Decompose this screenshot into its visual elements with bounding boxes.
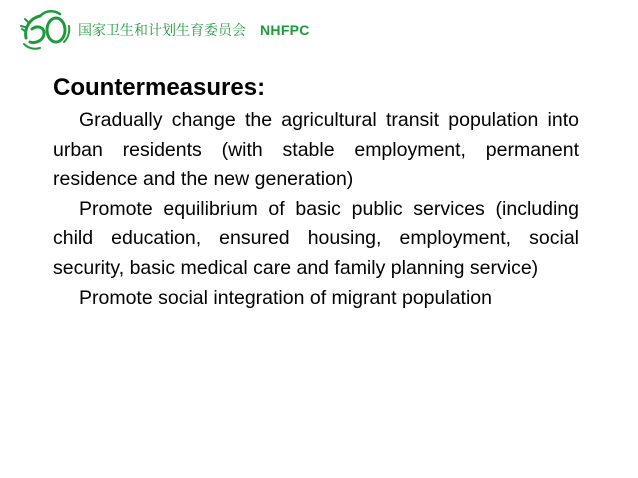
slide-header (20, 8, 310, 52)
countermeasure-paragraph-3: Promote social integration of migrant population (79, 286, 492, 309)
slide-heading: Countermeasures: (53, 74, 266, 101)
organization-name: 国家卫生和计划生育委员会 (78, 23, 246, 39)
countermeasure-paragraph-2: Promote equilibrium of basic public services (including child education, ensured housing, employment, social security, basic medical care and family planning service) (53, 197, 579, 279)
nhfpc-60-logo-icon (20, 8, 72, 52)
slide-body (53, 73, 579, 313)
countermeasure-paragraph-1: Gradually change the agricultural transit population into urban residents (with stable employment, permanent residence and the new generation) (53, 109, 579, 191)
organization-abbreviation: NHFPC (260, 22, 310, 38)
